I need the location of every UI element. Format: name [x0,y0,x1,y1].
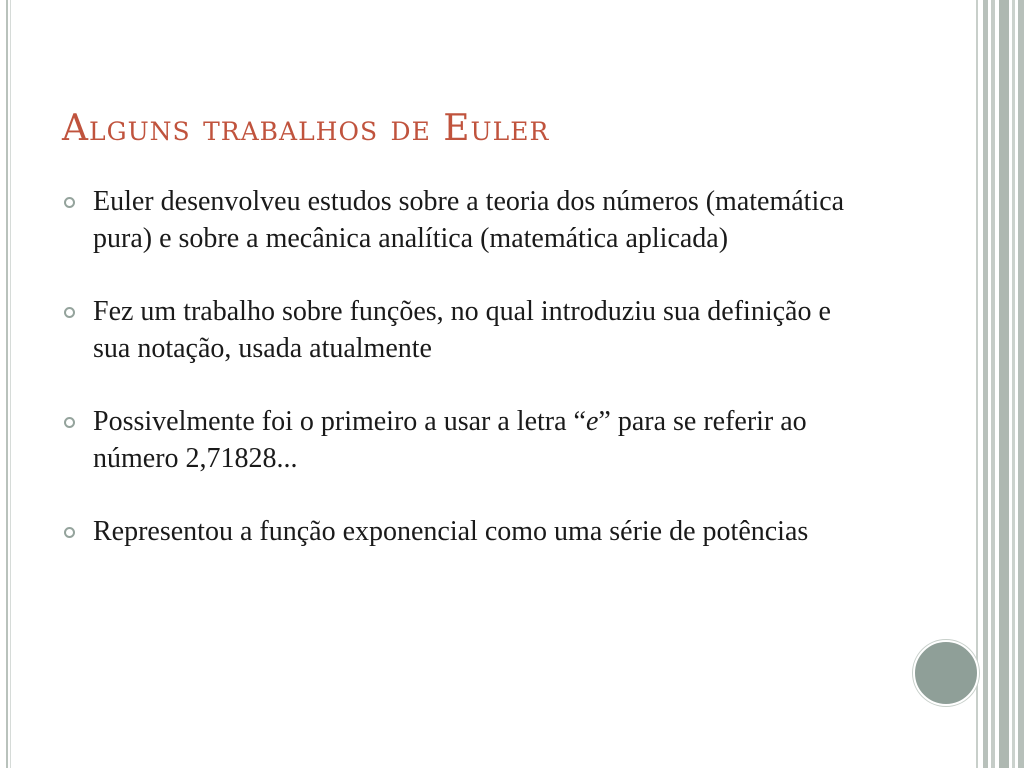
right-frame-stripe [1012,0,1015,768]
bullet-text-before: Possivelmente foi o primeiro a usar a letra “ [93,406,586,437]
bullet-text: Fez um trabalho sobre funções, no qual introduziu sua definição e sua notação, usada atualmente [93,296,831,364]
bullet-list [62,183,862,550]
right-frame-stripe [991,0,995,768]
left-frame-line-inner [10,0,11,768]
bullet-item [62,403,862,477]
bullet-item [62,293,862,367]
bullet-text-after: ” para se referir ao número 2,71828... [93,406,807,474]
bullet-text: Euler desenvolveu estudos sobre a teoria dos números (matemática pura) e sobre a mecânica analítica (matemática aplicada) [93,186,845,254]
decorative-circle [913,640,979,706]
bullet-item [62,513,862,550]
bullet-item [62,183,862,257]
bullet-text-italic-e: e [585,406,599,437]
right-frame-stripe [983,0,988,768]
bullet-circle-icon [64,417,75,428]
bullet-circle-icon [64,307,75,318]
bullet-circle-icon [64,197,75,208]
left-frame-line [6,0,8,768]
right-frame-stripe [1018,0,1024,768]
right-frame-stripe [976,0,978,768]
slide-title: Alguns trabalhos de Euler [62,108,550,149]
bullet-text: Representou a função exponencial como uma série de potências [93,516,809,547]
bullet-circle-icon [64,527,75,538]
right-frame-stripe [999,0,1009,768]
